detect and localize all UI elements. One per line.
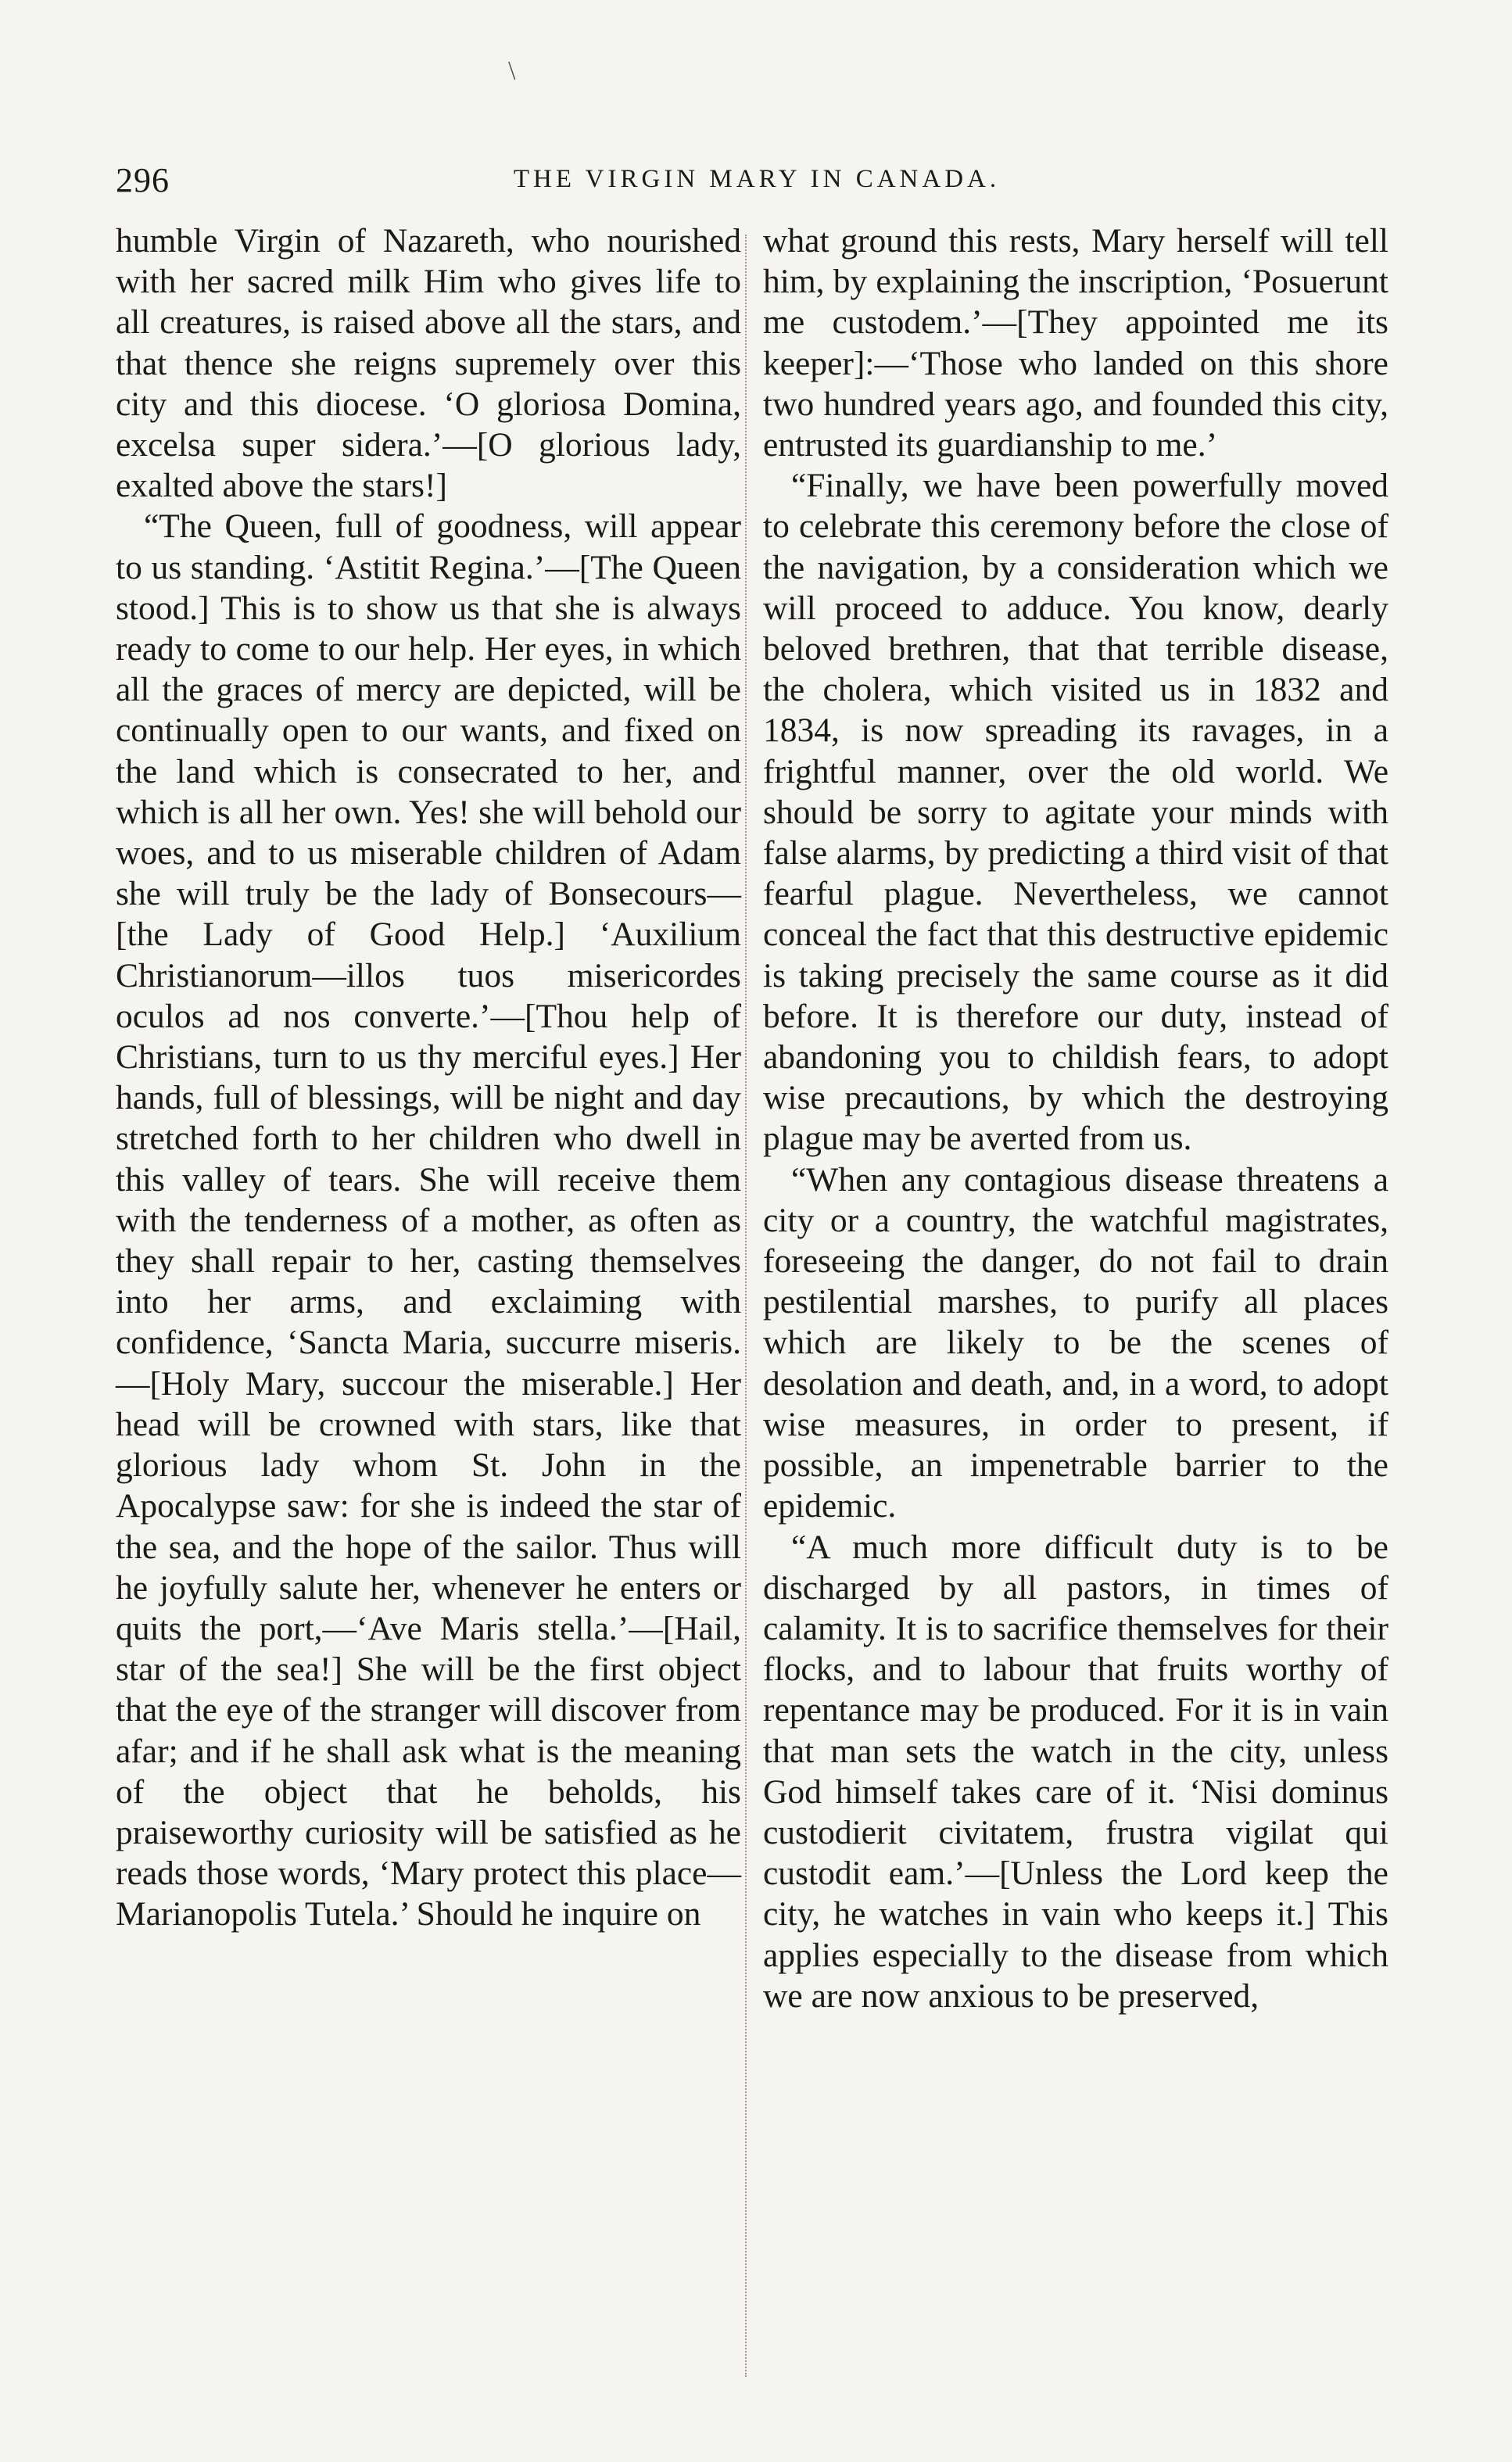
column-divider <box>745 235 747 2377</box>
right-column <box>763 220 1388 2016</box>
right-paragraph-1: what ground this rests, Mary herself will tell him, by explaining the inscription, ‘Posuerunt me custodem.’—[They appointed me its keeper]:—‘Those who landed on this shore two hundred years ago, and founded this city, entrusted its guardianship to me.’ <box>763 222 1388 464</box>
right-paragraph-4: “A much more difficult duty is to be discharged by all pastors, in times of calamity. It is to sacrifice themselves for their flocks, and to labour that fruits worthy of repentance may be produced. For it is in vain that man sets the watch in the city, unless God himself takes care of it. ‘Nisi dominus custodierit civitatem, frustra vigilat qui custodit eam.’—[Unless the Lord keep the city, he watches in vain who keeps it.] This applies especially to the disease from which we are now anxious to be preserved, <box>763 1528 1388 2015</box>
left-paragraph-1: humble Virgin of Nazareth, who nourished with her sacred milk Him who gives life to all creatures, is raised above all the stars, and that thence she reigns supremely over this city and this diocese. ‘O gloriosa Domina, excelsa super sidera.’—[O glorious lady, exalted above the stars!] <box>116 222 741 505</box>
page-header <box>116 160 1398 207</box>
page-number: 296 <box>116 161 170 199</box>
right-paragraph-2: “Finally, we have been powerfully moved to celebrate this ceremony before the close of the navigation, by a consideration which we will proceed to adduce. You know, dearly beloved brethren, that that terrible disease, the cholera, which visited us in 1832 and 1834, is now spreading its ravages, in a frightful manner, over the old world. We should be sorry to agitate your minds with false alarms, by predicting a third visit of that fearful plague. Nevertheless, we cannot conceal the fact that this destructive epidemic is taking precisely the same course as it did before. It is therefore our duty, instead of abandoning you to childish fears, to adopt wise precautions, by which the destroying plague may be averted from us. <box>763 467 1388 1158</box>
running-title: THE VIRGIN MARY IN CANADA. <box>513 165 1001 193</box>
right-paragraph-3: “When any contagious disease threatens a city or a country, the watchful magistrates, foreseeing the danger, do not fail to drain pestilential marshes, to purify all places which are likely to be the scenes of desolation and death, and, in a word, to adopt wise measures, in order to present, if possible, an impenetrable barrier to the epidemic. <box>763 1160 1388 1525</box>
left-paragraph-2: “The Queen, full of goodness, will appear to us standing. ‘Astitit Regina.’—[The Queen stood.] This is to show us that she is always ready to come to our help. Her eyes, in which all the graces of mercy are depicted, will be continually open to our wants, and fixed on the land which is consecrated to her, and which is all her own. Yes! she will behold our woes, and to us miserable children of Adam she will truly be the lady of Bonsecours—[the Lady of Good Help.] ‘Auxilium Christianorum—illos tuos misericordes oculos ad nos converte.’—[Thou help of Christians, turn to us thy merciful eyes.] Her hands, full of blessings, will be night and day stretched forth to her children who dwell in this valley of tears. She will receive them with the tenderness of a mother, as often as they shall repair to her, casting themselves into her arms, and exclaiming with confidence, ‘Sancta Maria, succurre miseris.—[Holy Mary, succour the miserable.] Her head will be crowned with stars, like that glorious lady whom St. John in the Apocalypse saw: for she is indeed the star of the sea, and the hope of the sailor. Thus will he joyfully salute her, whenever he enters or quits the port,—‘Ave Maris stella.’—[Hail, star of the sea!] She will be the first object that the eye of the stranger will discover from afar; and if he shall ask what is the meaning of the object that he beholds, his praiseworthy curiosity will be satisfied as he reads those words, ‘Mary protect this place—Marianopolis Tutela.’ Should he inquire on <box>116 507 741 1933</box>
left-column <box>116 220 741 1935</box>
ink-speck: \ <box>508 56 516 85</box>
